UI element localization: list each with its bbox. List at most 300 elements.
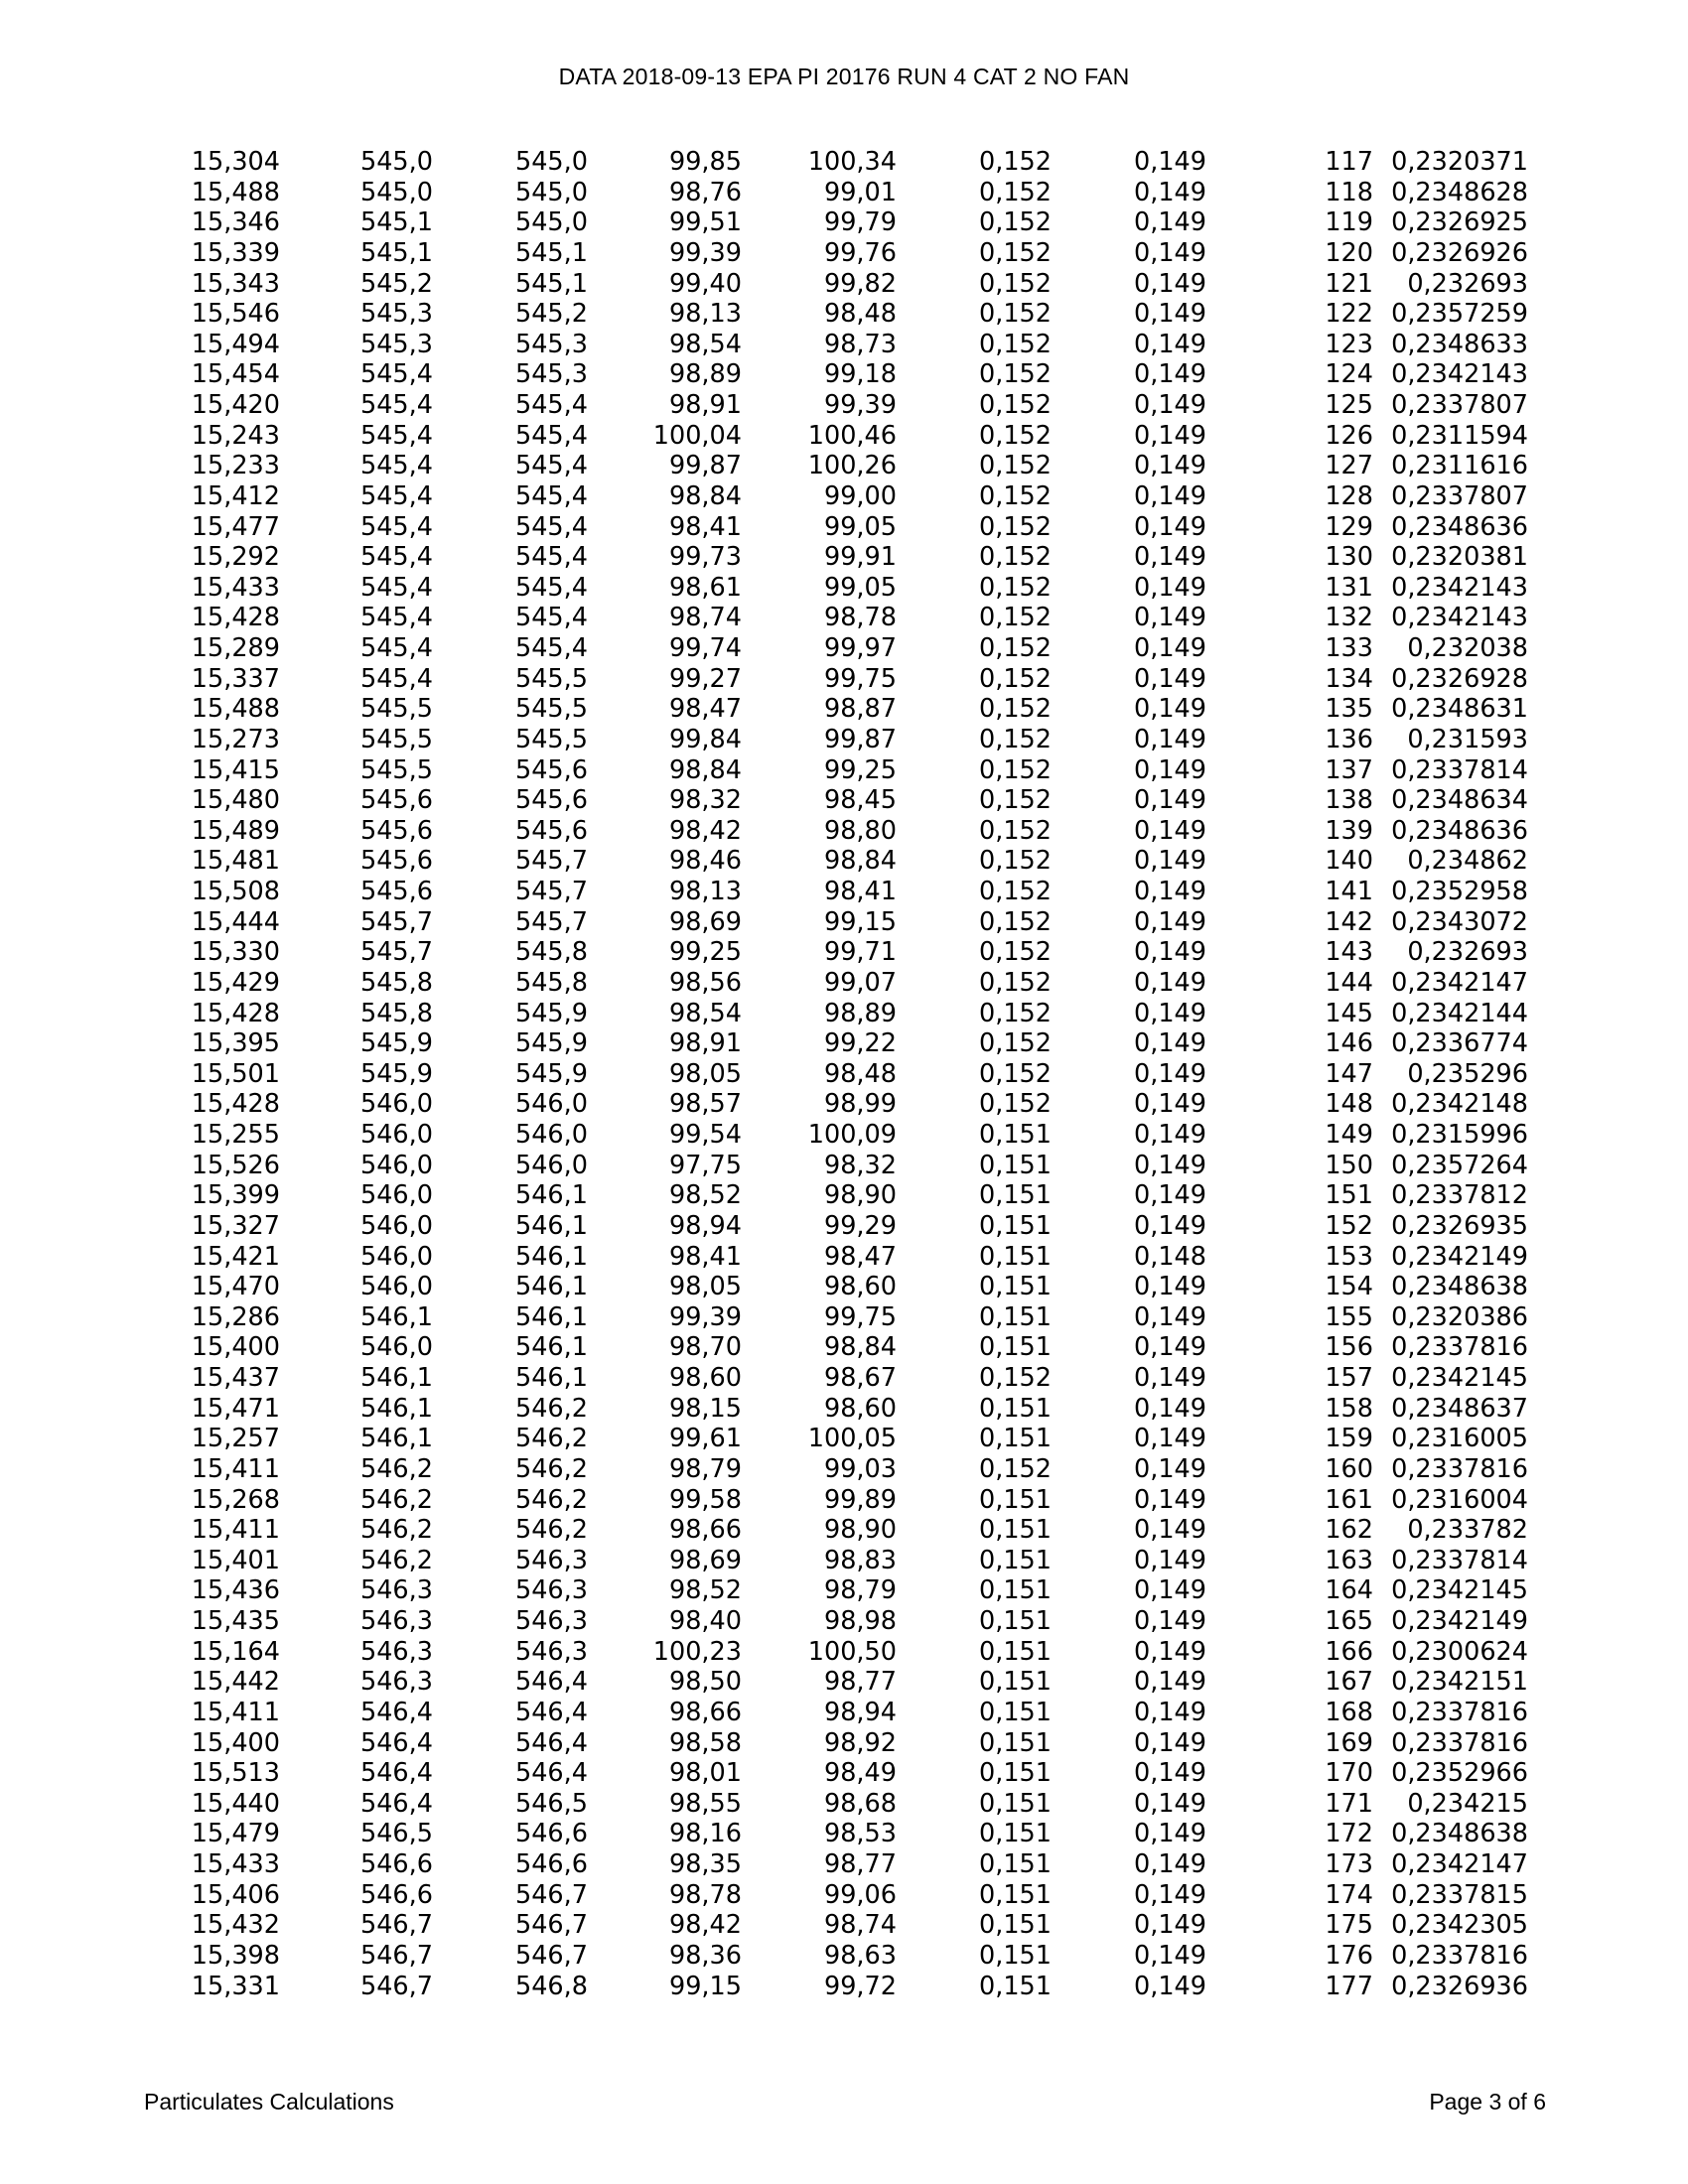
table-cell: 15,508 [191, 877, 280, 906]
table-cell: 98,84 [668, 480, 742, 511]
table-cell: 99,18 [823, 359, 897, 390]
table-cell: 545,5 [359, 724, 433, 754]
page-title: DATA 2018-09-13 EPA PI 20176 RUN 4 CAT 2 NO FAN [558, 64, 1130, 89]
table-cell: 99,39 [668, 1301, 742, 1332]
table-cell: 135 [1325, 694, 1373, 725]
table-cell: 546,2 [359, 1515, 433, 1546]
table-row [149, 330, 1528, 360]
table-cell: 98,94 [668, 1210, 742, 1241]
table-cell: 99,06 [823, 1879, 897, 1910]
table-row [149, 1089, 1528, 1120]
data-table [149, 147, 1528, 2001]
table-cell: 546,1 [359, 1393, 433, 1424]
table-cell: 545,9 [514, 1058, 588, 1089]
table-cell: 545,1 [514, 237, 588, 268]
table-row [149, 542, 1528, 573]
table-cell: 546,2 [514, 1515, 588, 1546]
table-cell: 0,231593 [1407, 724, 1528, 754]
table-cell: 98,47 [668, 694, 742, 725]
table-cell: 546,8 [514, 1971, 588, 2001]
table-row [149, 147, 1528, 178]
table-cell: 98,79 [668, 1453, 742, 1484]
table-cell: 545,4 [359, 663, 433, 694]
table-row [149, 451, 1528, 481]
table-cell: 545,4 [359, 451, 433, 481]
table-cell: 545,6 [359, 815, 433, 846]
table-row [149, 694, 1528, 725]
table-cell: 98,05 [668, 1272, 742, 1302]
table-cell: 0,2316004 [1391, 1484, 1528, 1515]
table-cell: 98,41 [823, 877, 897, 906]
table-cell: 0,151 [978, 1879, 1052, 1910]
table-cell: 98,41 [668, 1241, 742, 1272]
table-cell: 545,0 [359, 177, 433, 207]
table-row [149, 603, 1528, 633]
table-cell: 15,444 [191, 906, 280, 937]
table-cell: 98,66 [668, 1515, 742, 1546]
table-cell: 98,79 [823, 1575, 897, 1606]
table-cell: 0,152 [978, 1363, 1052, 1393]
table-cell: 0,2300624 [1391, 1636, 1528, 1667]
table-cell: 545,8 [359, 998, 433, 1028]
table-cell: 98,61 [668, 572, 742, 603]
table-cell: 0,152 [978, 147, 1052, 177]
table-cell: 0,149 [1133, 603, 1206, 633]
table-cell: 545,0 [359, 147, 433, 177]
table-cell: 0,149 [1133, 1180, 1206, 1211]
table-cell: 0,152 [978, 724, 1052, 754]
table-row [149, 1332, 1528, 1363]
table-cell: 98,01 [668, 1758, 742, 1789]
table-cell: 546,2 [514, 1424, 588, 1454]
table-cell: 15,433 [191, 1849, 280, 1879]
table-cell: 0,2342305 [1391, 1910, 1528, 1941]
table-row [149, 725, 1528, 755]
table-cell: 546,2 [514, 1393, 588, 1424]
table-cell: 0,2352958 [1391, 877, 1528, 906]
table-cell: 546,2 [359, 1484, 433, 1515]
table-cell: 0,152 [978, 1028, 1052, 1059]
table-cell: 98,69 [668, 906, 742, 937]
table-cell: 545,7 [514, 877, 588, 906]
table-cell: 0,152 [978, 694, 1052, 725]
table-cell: 546,3 [359, 1575, 433, 1606]
table-cell: 0,2326926 [1391, 237, 1528, 268]
table-cell: 98,92 [823, 1727, 897, 1758]
table-cell: 0,2337814 [1391, 754, 1528, 785]
table-cell: 177 [1325, 1971, 1373, 2001]
table-cell: 0,151 [978, 1819, 1052, 1849]
table-cell: 98,50 [668, 1667, 742, 1698]
table-cell: 0,149 [1133, 542, 1206, 573]
table-cell: 545,4 [359, 542, 433, 573]
table-cell: 0,149 [1133, 1788, 1206, 1819]
table-cell: 0,2336774 [1391, 1028, 1528, 1059]
table-cell: 0,151 [978, 1210, 1052, 1241]
table-cell: 546,3 [359, 1667, 433, 1698]
table-cell: 0,151 [978, 1788, 1052, 1819]
table-cell: 546,0 [359, 1150, 433, 1180]
table-cell: 0,152 [978, 754, 1052, 785]
table-cell: 99,85 [668, 147, 742, 177]
table-cell: 127 [1325, 451, 1373, 481]
table-cell: 545,6 [359, 785, 433, 816]
table-cell: 0,149 [1133, 1910, 1206, 1941]
table-cell: 0,2337816 [1391, 1697, 1528, 1727]
table-cell: 545,9 [359, 1058, 433, 1089]
table-cell: 0,149 [1133, 1971, 1206, 2001]
table-cell: 15,437 [191, 1363, 280, 1393]
table-cell: 546,1 [514, 1210, 588, 1241]
table-row [149, 1151, 1528, 1181]
table-row [149, 421, 1528, 452]
table-cell: 15,470 [191, 1272, 280, 1302]
table-cell: 98,42 [668, 1910, 742, 1941]
table-cell: 130 [1325, 542, 1373, 573]
table-cell: 15,501 [191, 1058, 280, 1089]
table-cell: 546,0 [359, 1210, 433, 1241]
table-cell: 545,6 [359, 846, 433, 877]
table-cell: 0,149 [1133, 663, 1206, 694]
table-cell: 546,7 [359, 1940, 433, 1971]
table-cell: 137 [1325, 754, 1373, 785]
table-cell: 0,151 [978, 1545, 1052, 1575]
table-cell: 15,428 [191, 998, 280, 1028]
table-cell: 98,99 [823, 1089, 897, 1120]
table-row [149, 359, 1528, 390]
table-row [149, 1758, 1528, 1789]
table-cell: 545,1 [359, 207, 433, 238]
table-cell: 546,7 [359, 1971, 433, 2001]
table-cell: 15,546 [191, 299, 280, 330]
table-cell: 546,3 [514, 1575, 588, 1606]
table-cell: 546,1 [514, 1363, 588, 1393]
table-cell: 0,149 [1133, 785, 1206, 816]
table-cell: 15,331 [191, 1971, 280, 2001]
table-cell: 100,50 [807, 1636, 897, 1667]
table-row [149, 1819, 1528, 1849]
table-cell: 15,327 [191, 1210, 280, 1241]
table-cell: 98,54 [668, 998, 742, 1028]
table-cell: 0,152 [978, 451, 1052, 481]
table-row [149, 1302, 1528, 1333]
table-cell: 0,2337816 [1391, 1453, 1528, 1484]
table-cell: 0,234862 [1407, 846, 1528, 877]
table-cell: 15,257 [191, 1424, 280, 1454]
table-row [149, 1698, 1528, 1728]
table-cell: 0,149 [1133, 694, 1206, 725]
table-cell: 545,5 [359, 754, 433, 785]
table-cell: 166 [1325, 1636, 1373, 1667]
table-cell: 546,1 [514, 1272, 588, 1302]
table-cell: 15,415 [191, 754, 280, 785]
table-cell: 546,1 [359, 1301, 433, 1332]
table-cell: 0,149 [1133, 998, 1206, 1028]
table-cell: 0,149 [1133, 177, 1206, 207]
table-cell: 15,339 [191, 237, 280, 268]
table-cell: 147 [1325, 1058, 1373, 1089]
table-cell: 15,481 [191, 846, 280, 877]
table-row [149, 1880, 1528, 1911]
table-cell: 0,2342145 [1391, 1575, 1528, 1606]
table-cell: 0,152 [978, 877, 1052, 906]
table-row [149, 1028, 1528, 1059]
table-cell: 0,2348636 [1391, 511, 1528, 542]
table-row [149, 390, 1528, 421]
table-cell: 0,2320381 [1391, 542, 1528, 573]
table-cell: 545,1 [514, 268, 588, 299]
table-cell: 546,5 [514, 1788, 588, 1819]
table-cell: 169 [1325, 1727, 1373, 1758]
table-cell: 0,151 [978, 1393, 1052, 1424]
table-cell: 546,1 [514, 1180, 588, 1211]
table-cell: 175 [1325, 1910, 1373, 1941]
table-cell: 15,337 [191, 663, 280, 694]
table-cell: 0,151 [978, 1424, 1052, 1454]
table-cell: 0,151 [978, 1241, 1052, 1272]
table-cell: 99,87 [668, 451, 742, 481]
table-cell: 545,4 [359, 572, 433, 603]
table-cell: 546,1 [359, 1424, 433, 1454]
table-cell: 0,149 [1133, 390, 1206, 420]
table-row [149, 1424, 1528, 1454]
table-cell: 100,26 [807, 451, 897, 481]
table-cell: 98,32 [668, 785, 742, 816]
table-cell: 15,398 [191, 1940, 280, 1971]
table-row [149, 1606, 1528, 1637]
table-cell: 99,58 [668, 1484, 742, 1515]
table-cell: 159 [1325, 1424, 1373, 1454]
table-cell: 0,232038 [1407, 633, 1528, 663]
table-row [149, 1728, 1528, 1759]
table-cell: 129 [1325, 511, 1373, 542]
table-cell: 171 [1325, 1788, 1373, 1819]
table-cell: 0,149 [1133, 846, 1206, 877]
table-cell: 545,6 [359, 877, 433, 906]
table-cell: 160 [1325, 1453, 1373, 1484]
table-cell: 117 [1325, 147, 1373, 177]
table-cell: 0,149 [1133, 480, 1206, 511]
table-cell: 0,149 [1133, 207, 1206, 238]
table-cell: 0,2316005 [1391, 1424, 1528, 1454]
table-cell: 151 [1325, 1180, 1373, 1211]
table-row [149, 1941, 1528, 1972]
table-cell: 546,6 [514, 1849, 588, 1879]
table-cell: 0,2357264 [1391, 1150, 1528, 1180]
table-cell: 98,77 [823, 1667, 897, 1698]
table-cell: 98,40 [668, 1606, 742, 1636]
table-cell: 545,4 [359, 480, 433, 511]
table-cell: 15,164 [191, 1636, 280, 1667]
table-cell: 546,1 [514, 1301, 588, 1332]
table-cell: 15,411 [191, 1515, 280, 1546]
table-row [149, 573, 1528, 604]
table-cell: 546,3 [514, 1545, 588, 1575]
table-cell: 15,399 [191, 1180, 280, 1211]
table-cell: 0,149 [1133, 1575, 1206, 1606]
table-cell: 0,2342143 [1391, 572, 1528, 603]
table-cell: 0,2342143 [1391, 603, 1528, 633]
table-cell: 15,440 [191, 1788, 280, 1819]
table-cell: 0,152 [978, 299, 1052, 330]
table-cell: 99,73 [668, 542, 742, 573]
table-cell: 0,149 [1133, 1058, 1206, 1089]
table-row [149, 755, 1528, 786]
table-cell: 546,0 [359, 1120, 433, 1150]
table-cell: 98,36 [668, 1940, 742, 1971]
table-cell: 98,42 [668, 815, 742, 846]
table-cell: 545,3 [514, 329, 588, 359]
table-cell: 0,152 [978, 603, 1052, 633]
table-cell: 98,83 [823, 1545, 897, 1575]
table-cell: 163 [1325, 1545, 1373, 1575]
table-cell: 99,71 [823, 937, 897, 968]
table-cell: 99,27 [668, 663, 742, 694]
table-cell: 0,152 [978, 906, 1052, 937]
table-cell: 545,9 [514, 1028, 588, 1059]
table-cell: 545,4 [359, 390, 433, 420]
table-cell: 545,8 [514, 937, 588, 968]
table-cell: 545,6 [514, 815, 588, 846]
table-cell: 0,149 [1133, 1879, 1206, 1910]
table-cell: 0,151 [978, 1332, 1052, 1363]
table-cell: 0,152 [978, 937, 1052, 968]
table-cell: 0,149 [1133, 815, 1206, 846]
table-cell: 99,15 [823, 906, 897, 937]
table-cell: 546,0 [514, 1089, 588, 1120]
table-cell: 170 [1325, 1758, 1373, 1789]
table-cell: 99,07 [823, 967, 897, 998]
table-cell: 168 [1325, 1697, 1373, 1727]
table-row [149, 1180, 1528, 1211]
table-cell: 0,149 [1133, 1332, 1206, 1363]
table-cell: 98,77 [823, 1849, 897, 1879]
table-cell: 99,79 [823, 207, 897, 238]
table-cell: 0,151 [978, 1180, 1052, 1211]
table-cell: 99,39 [668, 237, 742, 268]
table-cell: 15,526 [191, 1150, 280, 1180]
table-cell: 98,91 [668, 1028, 742, 1059]
table-cell: 0,149 [1133, 1089, 1206, 1120]
table-cell: 0,152 [978, 390, 1052, 420]
table-cell: 99,75 [823, 663, 897, 694]
table-cell: 0,2337814 [1391, 1545, 1528, 1575]
table-cell: 15,289 [191, 633, 280, 663]
table-row [149, 846, 1528, 877]
table-cell: 0,149 [1133, 1393, 1206, 1424]
table-cell: 546,3 [514, 1636, 588, 1667]
table-cell: 98,41 [668, 511, 742, 542]
table-cell: 164 [1325, 1575, 1373, 1606]
table-cell: 98,60 [668, 1363, 742, 1393]
table-cell: 0,149 [1133, 511, 1206, 542]
table-cell: 545,4 [359, 511, 433, 542]
table-cell: 0,151 [978, 1667, 1052, 1698]
table-cell: 545,4 [514, 603, 588, 633]
table-cell: 0,149 [1133, 724, 1206, 754]
table-cell: 0,151 [978, 1301, 1052, 1332]
table-cell: 98,94 [823, 1697, 897, 1727]
table-cell: 15,480 [191, 785, 280, 816]
table-cell: 154 [1325, 1272, 1373, 1302]
table-cell: 98,56 [668, 967, 742, 998]
table-cell: 545,4 [359, 420, 433, 451]
table-cell: 0,2348638 [1391, 1819, 1528, 1849]
table-cell: 0,2343072 [1391, 906, 1528, 937]
table-cell: 0,151 [978, 1515, 1052, 1546]
table-cell: 98,15 [668, 1393, 742, 1424]
table-cell: 546,4 [514, 1697, 588, 1727]
table-cell: 141 [1325, 877, 1373, 906]
table-row [149, 269, 1528, 300]
table-cell: 0,2342148 [1391, 1089, 1528, 1120]
table-cell: 99,25 [823, 754, 897, 785]
table-cell: 99,87 [823, 724, 897, 754]
table-cell: 0,2348636 [1391, 815, 1528, 846]
table-cell: 98,91 [668, 390, 742, 420]
table-cell: 0,2337815 [1391, 1879, 1528, 1910]
table-cell: 122 [1325, 299, 1373, 330]
table-cell: 97,75 [668, 1150, 742, 1180]
table-cell: 15,488 [191, 694, 280, 725]
table-cell: 546,4 [514, 1667, 588, 1698]
table-cell: 99,29 [823, 1210, 897, 1241]
table-cell: 545,1 [359, 237, 433, 268]
table-cell: 0,2337807 [1391, 480, 1528, 511]
table-cell: 15,411 [191, 1453, 280, 1484]
table-cell: 546,0 [514, 1150, 588, 1180]
table-cell: 124 [1325, 359, 1373, 390]
table-cell: 157 [1325, 1363, 1373, 1393]
table-cell: 120 [1325, 237, 1373, 268]
table-cell: 15,286 [191, 1301, 280, 1332]
table-row [149, 1120, 1528, 1151]
table-cell: 98,78 [668, 1879, 742, 1910]
table-cell: 0,149 [1133, 1363, 1206, 1393]
table-cell: 546,4 [359, 1727, 433, 1758]
table-cell: 132 [1325, 603, 1373, 633]
table-cell: 119 [1325, 207, 1373, 238]
table-cell: 15,330 [191, 937, 280, 968]
table-cell: 0,149 [1133, 1301, 1206, 1332]
table-cell: 98,67 [823, 1363, 897, 1393]
table-row [149, 1575, 1528, 1606]
table-cell: 545,4 [514, 390, 588, 420]
table-row [149, 178, 1528, 208]
table-cell: 99,54 [668, 1120, 742, 1150]
table-cell: 545,9 [359, 1028, 433, 1059]
table-cell: 100,09 [807, 1120, 897, 1150]
table-cell: 546,4 [359, 1788, 433, 1819]
table-row [149, 1454, 1528, 1485]
table-cell: 545,4 [514, 633, 588, 663]
table-row [149, 481, 1528, 512]
table-cell: 0,151 [978, 1272, 1052, 1302]
table-cell: 98,89 [668, 359, 742, 390]
table-cell: 0,152 [978, 237, 1052, 268]
table-cell: 140 [1325, 846, 1373, 877]
table-cell: 0,2337816 [1391, 1940, 1528, 1971]
table-cell: 0,152 [978, 329, 1052, 359]
table-cell: 545,4 [514, 542, 588, 573]
table-cell: 0,152 [978, 268, 1052, 299]
table-cell: 0,2326925 [1391, 207, 1528, 238]
table-cell: 0,2348634 [1391, 785, 1528, 816]
table-cell: 546,0 [359, 1332, 433, 1363]
table-cell: 545,0 [514, 207, 588, 238]
table-cell: 545,7 [359, 906, 433, 937]
table-cell: 545,5 [514, 694, 588, 725]
